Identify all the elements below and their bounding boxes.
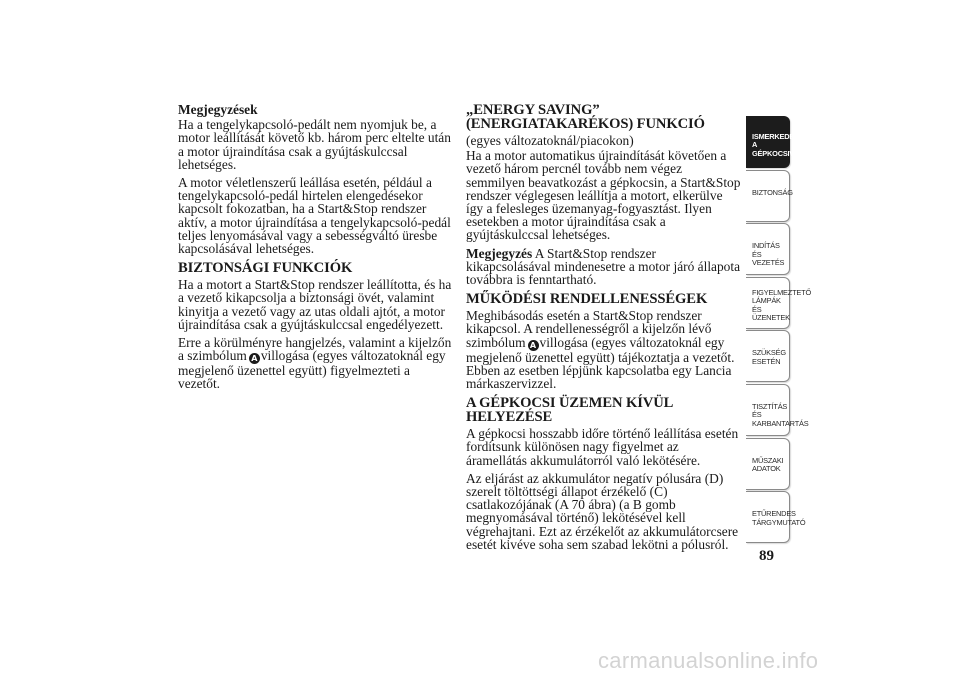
tab-label-line: LÁMPÁK ÉS [752,296,781,314]
tab-label-line: FIGYELMEZTETŐ [752,287,811,297]
vehicle-storage-paragraph-1: A gépkocsi hosszabb időre történő leállítása esetén fordítsunk különösen nagy figyelmet az áramellátás akkumulátorról való lekötésére. [466,426,739,468]
energy-saving-heading: „ENERGY SAVING” (ENERGIATAKARÉKOS) FUNKCIÓ [466,102,705,132]
right-column [466,103,742,556]
notes-paragraph-1: Ha a tengelykapcsoló-pedált nem nyomjuk be, a motor leállítását követő kb. három perc eltelte után a motor újraindítása csak a gyújtáskulccsal lehetséges. [178,117,451,172]
tab-warning-lights[interactable] [746,277,811,329]
safety-heading: BIZTONSÁGI FUNKCIÓK [178,260,353,277]
tab-index[interactable] [746,491,806,543]
energy-note-text: A Start&Stop rendszer kikapcsolásával mindenesetre a motor járó állapota továbbra is fenntartható. [466,245,741,288]
tab-technical-data[interactable] [746,438,790,490]
tab-label-line: ISMERKEDÉS A [752,132,799,150]
tab-maintenance[interactable] [746,384,809,436]
tab-getting-to-know-car[interactable] [746,116,804,168]
energy-note-label: Megjegyzés [466,245,533,261]
chapter-tabs [746,116,811,545]
vehicle-storage-heading: A GÉPKOCSI ÜZEMEN KÍVÜL HELYEZÉSE [466,395,673,426]
tab-label-line: KARBANTARTÁS [752,418,809,428]
start-stop-failure-icon: A [528,340,539,351]
malfunction-heading: MŰKÖDÉSI RENDELLENESSÉGEK [466,291,708,308]
notes-title: Megjegyzések [178,102,258,117]
safety-paragraph-2 [178,336,453,391]
tab-label-line: ETŰRENDES [752,509,796,519]
tab-label-line: ÜZENETEK [752,313,790,322]
tab-emergency[interactable] [746,330,790,382]
safety-paragraph-1: Ha a motort a Start&Stop rendszer leállította, és ha a vezető kikapcsolja a biztonsági övét, valamint kinyitja a vezető vagy az utas oldali ajtót, a motor újraindítása csak a gyújtáskulccsal engedélyezett. [178,277,452,332]
energy-saving-note [466,247,742,287]
tab-safety[interactable] [746,170,793,222]
energy-saving-subtitle: (egyes változatoknál/piacokon) [466,133,634,148]
tab-label-line: VEZETÉS [752,258,785,267]
tab-label-line: MŰSZAKI ADATOK [752,455,784,473]
vehicle-storage-paragraph-2: Az eljárást az akkumulátor negatív pólusára (D) szerelt töltöttségi állapot érzékelő (C) csatlakozójának (A 70 ábra) (a B gomb megnyomásával történő) lekötésével kell végrehajtani. Ezt az érzékelőt az akkumulátorcsere esetét kivéve soha sem szabad lekötni a pólusról. [466,470,739,552]
page-number: 89 [759,548,774,564]
notes-paragraph-2: A motor véletlenszerű leállása esetén, például a tengelykapcsoló-pedál hirtelen elengedésekor kapcsolt fokozatban, ha a Start&Stop rendszer aktív, a motor újraindítása a tengelykapcsoló-pedál teljes lenyomásával vagy a sebességváltó üresbe kapcsolásával lehetséges. [178,175,451,257]
tab-label-line: BIZTONSÁG [752,187,793,197]
tab-label-line: INDÍTÁS ÉS [752,241,780,259]
watermark: carmanualsonline.info [598,648,819,673]
tab-starting-driving[interactable] [746,223,790,275]
tab-label-line: GÉPKOCSIVAL [752,148,804,158]
start-stop-warning-icon: A [249,353,260,364]
malfunction-paragraph-start: Meghibásodás esetén a Start&Stop rendszer kikapcsol. A rendellenességről a kijelzőn lévő szimbólum [466,308,712,350]
tab-label-line: TÁRGYMUTATÓ [752,517,806,527]
tab-label-line: SZÜKSÉG ESETÉN [752,348,786,366]
safety-paragraph-2-end: villogása (egyes változatoknál egy megjelenő üzenettel együtt) figyelmezteti a vezetőt. [178,348,446,392]
tab-label-line: TISZTÍTÁS ÉS [752,401,788,420]
energy-saving-paragraph: Ha a motor automatikus újraindítását követően a vezető három percnél tovább nem végez semmilyen beavatkozást a gépkocsin, a Start&Stop rendszer véglegesen leállítja a motort, elkerülve így a felesleges üzemanyag-fogyasztást. Ilyen esetekben a motor újraindítása csak a gyújtáskulccsal lehetséges. [466,148,741,243]
left-column [178,103,453,396]
malfunction-paragraph-end: villogása (egyes változatoknál egy megjelenő üzenettel együtt) tájékoztatja a vezetőt. Ebben az esetben lépjünk kapcsolatba egy Lancia márkaszervizzel. [466,334,735,392]
safety-paragraph-2-start: Erre a körülményre hangjelzés, valamint a kijelzőn a szimbólum [178,335,452,364]
malfunction-paragraph [466,309,742,390]
